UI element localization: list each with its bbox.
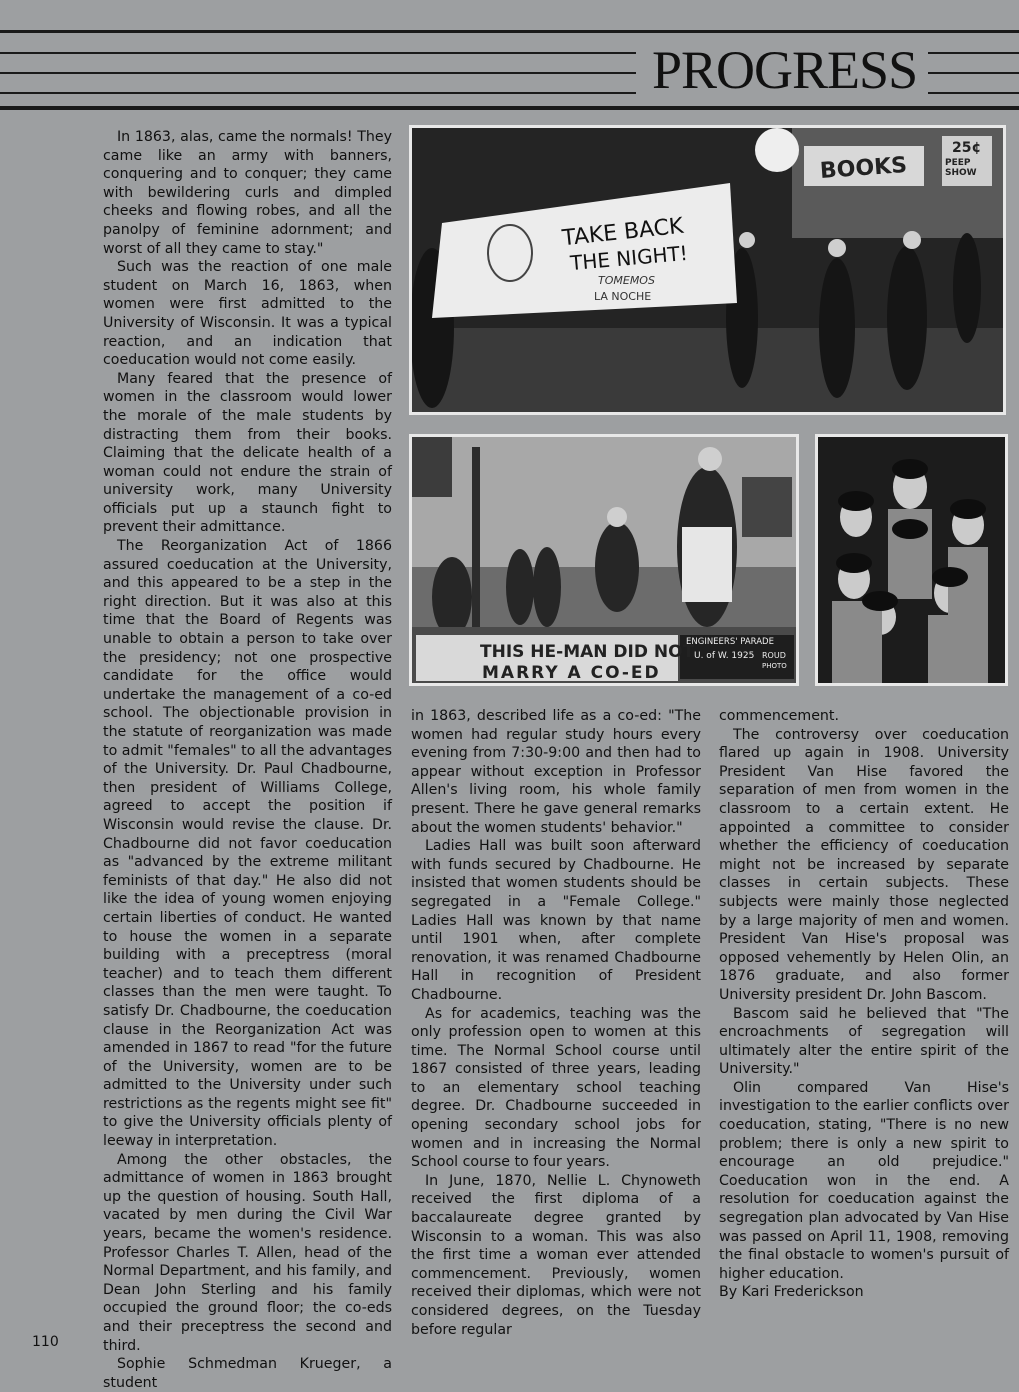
page-title: PROGRESS — [652, 40, 918, 100]
parade-caption-2: U. of W. 1925 — [694, 651, 755, 661]
parade-sign-line-1: THIS HE-MAN DID NOT — [480, 642, 695, 662]
article-paragraph: Such was the reaction of one male student on March 16, 1863, when women were first admitted to the University of Wisconsin. It was a typical reaction, and an indication that coeducation would not come easily. — [103, 259, 392, 369]
article-paragraph: Bascom said he believed that "The encroachments of segregation will ultimately alter the entire spirit of the University." — [719, 1005, 1009, 1078]
parade-caption-1: ENGINEERS' PARADE — [686, 637, 774, 647]
article-column-2 — [411, 707, 701, 1339]
article-paragraph: Ladies Hall was built soon afterward with funds secured by Chadbourne. He insisted that women students should be segregated in a "Female College." Ladies Hall was known by that name until 1901 when, after complete renovation, it was renamed Chadbourne Hall in recognition of President Chadbourne. — [411, 838, 701, 1003]
photo-early-coeds — [815, 434, 1008, 686]
parade-caption-4: PHOTO — [762, 662, 787, 670]
article-byline: By Kari Frederickson — [719, 1284, 864, 1301]
header-rule-3 — [0, 92, 636, 94]
photo-engineers-parade — [409, 434, 799, 686]
header-rule-2 — [0, 72, 636, 74]
march-store-sign: BOOKS — [819, 152, 908, 185]
banner-line-1: TAKE BACK — [561, 213, 685, 252]
article-paragraph: In 1863, alas, came the normals! They came like an army with banners, conquering and to conquer; they came with bewildering curls and dimpled cheeks and flowing robes, and all the panolpy of feminine adornment; and worst of all they came to stay." — [103, 129, 392, 257]
banner-line-4: LA NOCHE — [594, 290, 652, 303]
header-rule-4 — [928, 52, 1019, 54]
article-paragraph: In June, 1870, Nellie L. Chynoweth received the first diploma of a baccalaureate degree granted by Wisconsin to a woman. This was also the first time a woman ever attended commencement. Previously, women received their diplomas, which were not considered degrees, on the Tuesday before regular — [411, 1172, 701, 1338]
march-photo-art — [412, 128, 1003, 412]
banner-line-3: TOMEMOS — [598, 274, 655, 287]
article-paragraph: Among the other obstacles, the admittance of women in 1863 brought up the question of housing. South Hall, vacated by men during the Civil War years, became the women's residence. Professor Charles T. Allen, head of the Normal Department, and his family, and Dean John Sterling and his family occupied the ground floor; the co-eds and their preceptress the second and third. — [103, 1151, 392, 1354]
page-number: 110 — [32, 1334, 59, 1350]
parade-sign-line-2: MARRY A CO-ED — [482, 663, 661, 683]
header-rule-5 — [928, 72, 1019, 74]
article-paragraph: commencement. — [719, 708, 839, 724]
header-rule-6 — [928, 92, 1019, 94]
article-paragraph: Sophie Schmedman Krueger, a student — [103, 1356, 392, 1391]
article-paragraph: The controversy over coeducation flared up again in 1908. University President Van Hise favored the separation of men from women in the classroom to a certain extent. He appointed a committee to consider whether the efficiency of coeducation might not be increased by separate classes in certain subjects. These subjects were mainly those neglected by a large majority of men and women. President Van Hise's proposal was opposed vehemently by Helen Olin, an 1876 graduate, and also former University president Dr. John Bascom. — [719, 726, 1009, 1003]
photo-take-back-the-night — [409, 125, 1006, 415]
banner-line-2: THE NIGHT! — [569, 240, 689, 276]
march-store-price: 25¢ — [952, 140, 982, 156]
march-store-sign-2: PEEP SHOW — [945, 158, 977, 178]
header-rule-bottom — [0, 106, 1019, 110]
article-paragraph: Olin compared Van Hise's investigation to the earlier conflicts over coeducation, stating, "There is no new problem; there is only a new spirit to encourage an old prejudice." Coeducation won in the end. A resolution for coeducation against the segregation plan advocated by Van Hise was passed on April 11, 1908, removing the final obstacle to women's pursuit of higher education. — [719, 1079, 1009, 1282]
coeds-photo-art — [818, 437, 1005, 683]
header-rule-top — [0, 30, 1019, 33]
article-paragraph: Many feared that the presence of women in the classroom would lower the morale of the male students by distracting them from their books. Claiming that the delicate health of a woman could not endure the strain of university work, many University officials put up a staunch fight to prevent their admittance. — [103, 370, 392, 536]
article-paragraph: in 1863, described life as a co-ed: "The women had regular study hours every evening from 7:30-9:00 and then had to appear without exception in Professor Allen's living room, his whole family present. There he gave general remarks about the women students' behavior." — [411, 708, 701, 836]
parade-caption-3: ROUD — [762, 651, 786, 660]
article-column-1 — [103, 128, 392, 1392]
article-column-3 — [719, 707, 1009, 1302]
header-rule-1 — [0, 52, 636, 54]
article-paragraph: The Reorganization Act of 1866 assured coeducation at the University, and this appeared to be a step in the right direction. But it was also at this time that the Board of Regents was unable to obtain a person to take over the presidency; not one prospective candidate for the office would undertake the management of a co-ed school. The objectionable provision in the statute of reorganization was made to admit "females" to all the advantages of the University. Dr. Paul Chadbourne, then president of Williams College, agreed to accept the position if Wisconsin would revise the clause. Dr. Chadbourne did not favor coeducation as "advanced by the extreme militant feminists of that day." He also did not like the idea of young women enjoying certain liberties of conduct. He wanted to house the women in a separate building with a preceptress (moral teacher) and to teach them different classes than the men were taught. To satisfy Dr. Chadbourne, the coeducation clause in the Reorganization Act was amended in 1867 to read "for the future of the University, women are to be admitted to the University under such restrictions as the regents might see fit" to give the University officials plenty of leeway in interpretation. — [103, 538, 392, 1150]
article-paragraph: As for academics, teaching was the only profession open to women at this time. The Normal School course until 1867 consisted of three years, leading to an elementary school teaching degree. Dr. Chadbourne succeeded in opening secondary school jobs for women and in increasing the Normal School course to four years. — [411, 1005, 701, 1171]
